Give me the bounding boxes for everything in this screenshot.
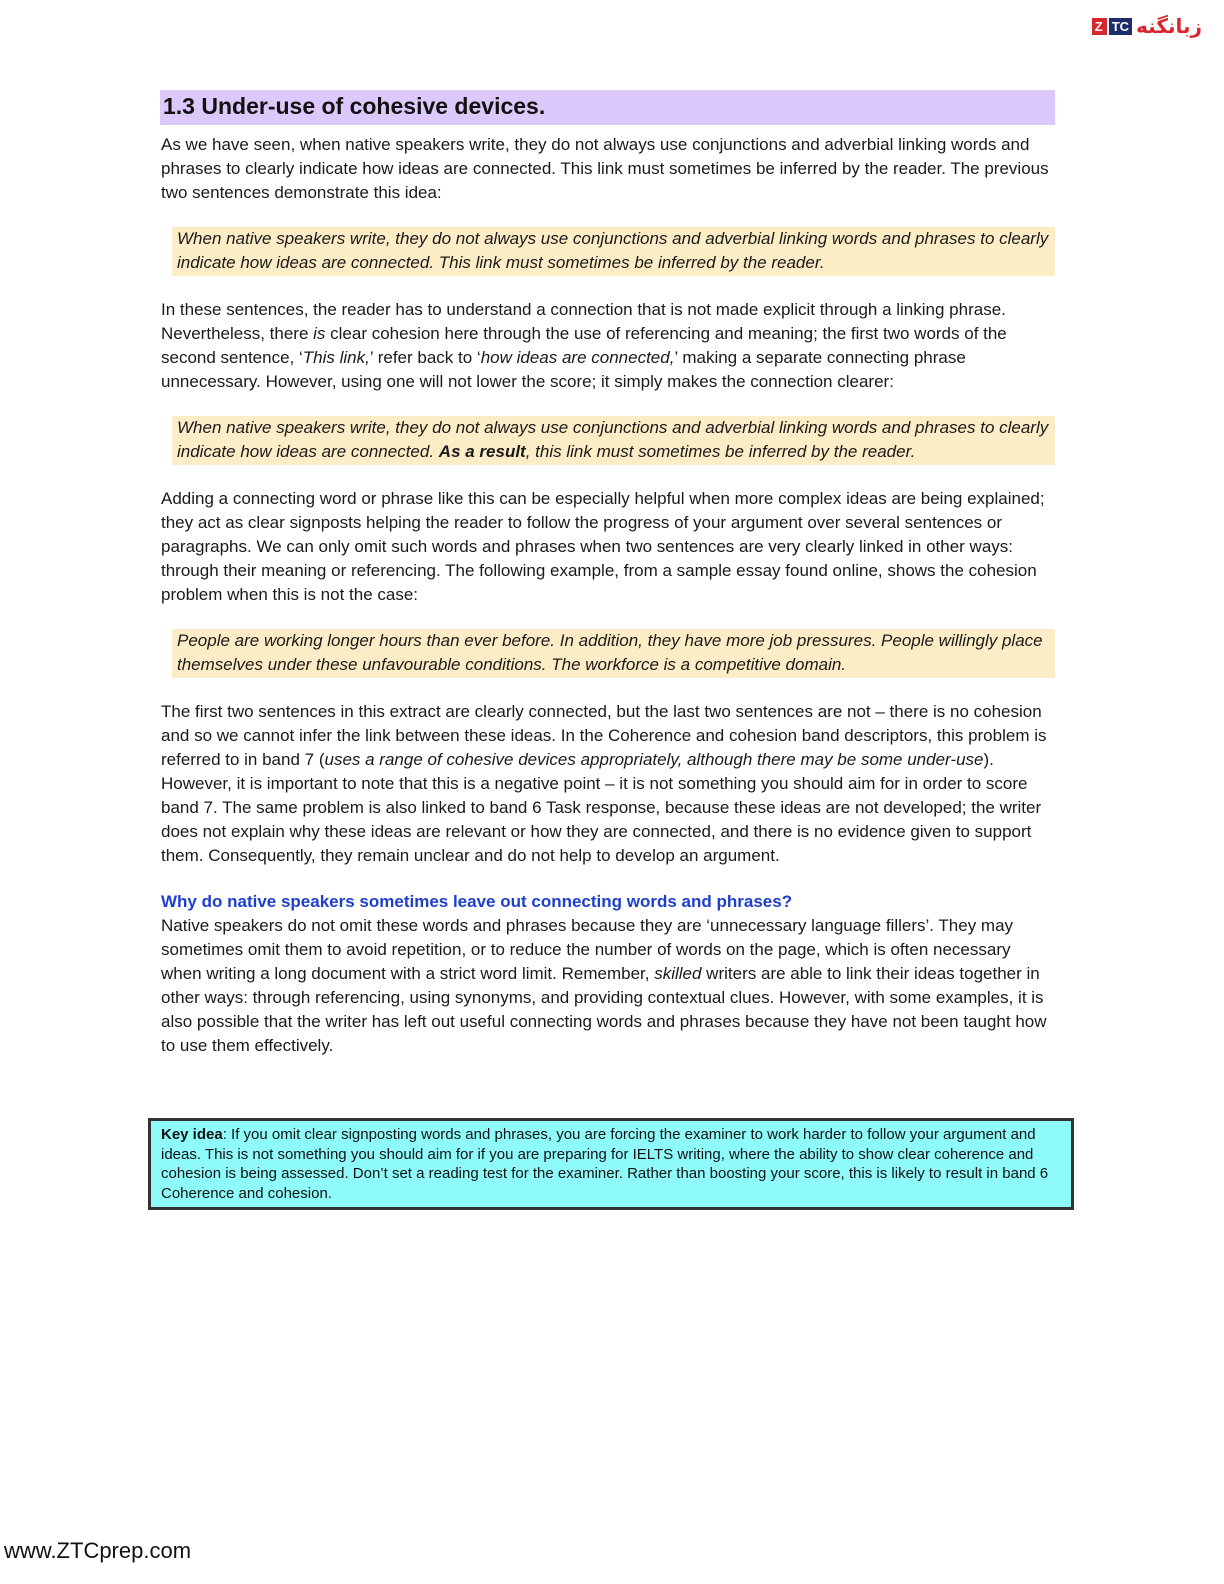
p5-text-a: Native speakers do not omit these words and phrases because they are ‘unnecessary language fillers’. They may sometimes omit them to avoid repetition, or to reduce the number of words on the page, which is often necessary when writing a long document with a strict word limit. Remember, [161,916,1014,983]
p4-text-b: ). However, it is important to note that this is a negative point – it is not something you should aim for in order to score band 7. The same problem is also linked to band 6 Task response, because these ideas are not developed; the writer does not explain why these ideas are relevant or how they are connected, and there is no evidence given to support them. Consequently, they remain unclear and do not help to develop an argument. [161,750,1042,865]
quote2-bold-as-a-result: As a result [438,442,526,461]
section-heading: 1.3 Under-use of cohesive devices. [160,90,1055,125]
logo-tc: TC [1109,18,1132,35]
example-quote-2 [172,416,1055,465]
quote2-text-a: When native speakers write, they do not always use conjunctions and adverbial linking words and phrases to clearly indicate how ideas are connected. [177,418,1049,461]
paragraph-2 [161,298,1055,394]
p5-emphasis-skilled: skilled [654,964,702,983]
paragraph-4 [161,700,1055,868]
p2-text-c: ’ refer back to ‘ [369,348,481,367]
logo-persian-text: زبانگنه [1136,14,1202,38]
p4-emphasis-band-descriptor: uses a range of cohesive devices appropriately, although there may be some under-use [324,750,984,769]
key-idea-label: Key idea [161,1126,223,1143]
p2-text-d: ’ making a separate connecting phrase unnecessary. However, using one will not lower the score; it simply makes the connection clearer: [161,348,966,391]
footer-website: www.ZTCprep.com [4,1538,192,1563]
p2-emphasis-how-ideas: how ideas are connected, [480,348,675,367]
quote2-text-b: , this link must sometimes be inferred by the reader. [525,442,916,461]
p2-emphasis-this-link: This link, [302,348,370,367]
subheading-question: Why do native speakers sometimes leave out connecting words and phrases? [161,892,793,911]
key-idea-box [148,1118,1074,1210]
p4-text-a: The first two sentences in this extract are clearly connected, but the last two sentences are not – there is no cohesion and so we cannot infer the link between these ideas. In the Coherence and cohesion band descriptors, this problem is referred to in band 7 ( [161,702,1047,769]
key-idea-text: : If you omit clear signposting words and phrases, you are forcing the examiner to work harder to follow your argument and ideas. This is not something you should aim for if you are preparing for IELTS writing, where the ability to show clear coherence and cohesion is being assessed. Don’t set a reading test for the examiner. Rather than boosting your score, this is likely to result in band 6 Coherence and cohesion. [161,1126,1049,1202]
p5-text-b: writers are able to link their ideas together in other ways: through referencing, using synonyms, and providing contextual clues. However, with some examples, it is also possible that the writer has left out useful connecting words and phrases because they have not been taught how to use them effectively. [161,964,1047,1055]
paragraph-5 [161,914,1055,1058]
p2-text-b: clear cohesion here through the use of referencing and meaning; the first two words of the second sentence, ‘ [161,324,1007,367]
p2-emphasis-is: is [313,324,326,343]
ztc-logo [1092,14,1202,38]
paragraph-1: As we have seen, when native speakers write, they do not always use conjunctions and adverbial linking words and phrases to clearly indicate how ideas are connected. This link must sometimes be inferred by the reader. The previous two sentences demonstrate this idea: [161,135,1049,202]
logo-z: Z [1092,18,1107,35]
example-quote-1: When native speakers write, they do not always use conjunctions and adverbial linking words and phrases to clearly indicate how ideas are connected. This link must sometimes be inferred by the reader. [172,227,1055,276]
p2-text-a: In these sentences, the reader has to understand a connection that is not made explicit through a linking phrase. Nevertheless, there [161,300,1006,343]
example-quote-3: People are working longer hours than ever before. In addition, they have more job pressures. People willingly place themselves under these unfavourable conditions. The workforce is a competitive domain. [172,629,1055,678]
main-content [160,90,1055,1080]
paragraph-3: Adding a connecting word or phrase like this can be especially helpful when more complex ideas are being explained; they act as clear signposts helping the reader to follow the progress of your argument over several sentences or paragraphs. We can only omit such words and phrases when two sentences are very clearly linked in other ways: through their meaning or referencing. The following example, from a sample essay found online, shows the cohesion problem when this is not the case: [161,489,1045,604]
